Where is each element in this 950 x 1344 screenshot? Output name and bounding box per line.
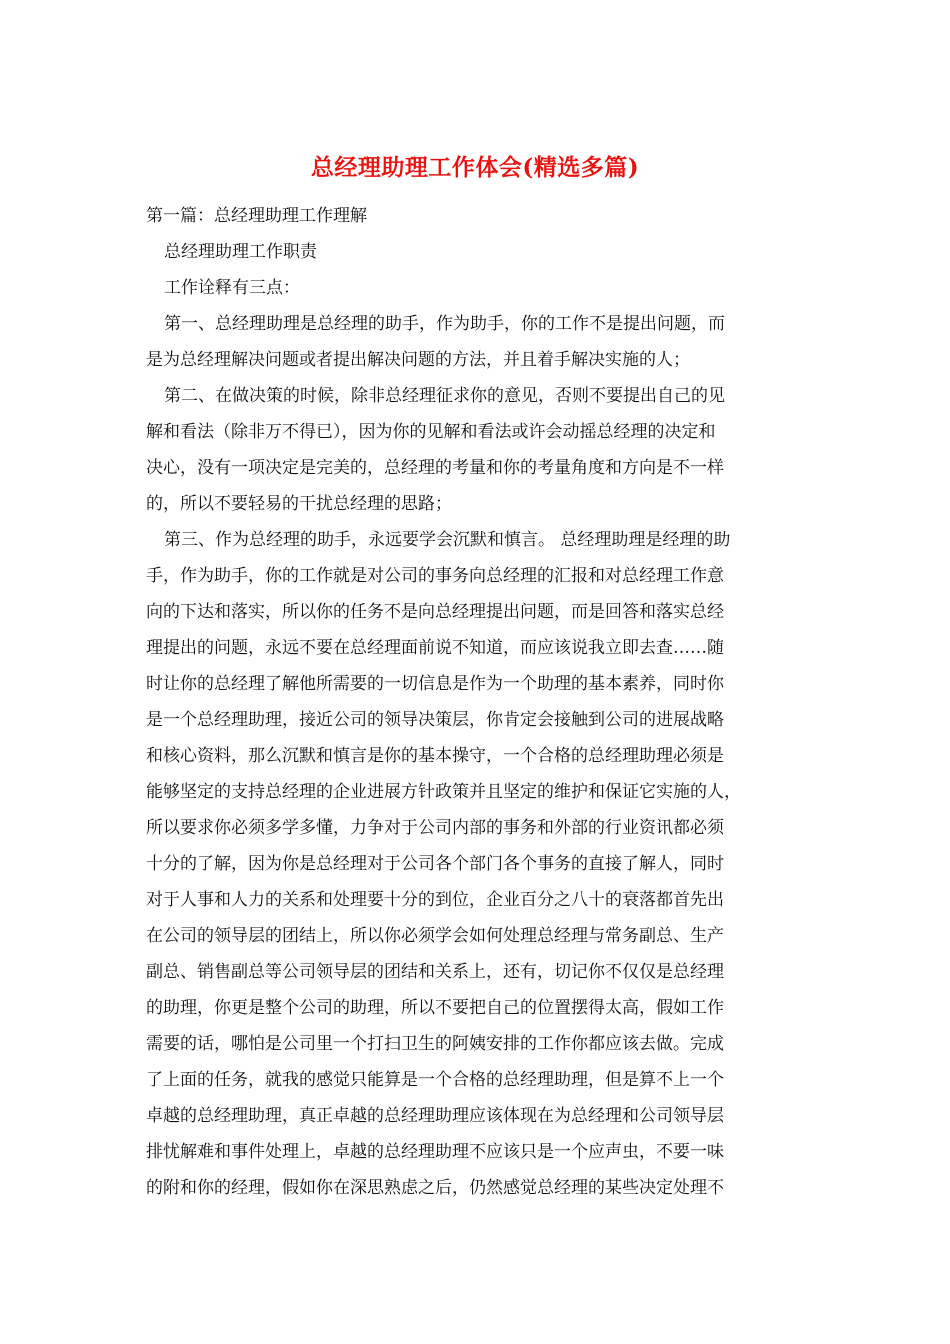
paragraph-line: 是为总经理解决问题或者提出解决问题的方法，并且着手解决实施的人； — [146, 350, 690, 370]
paragraph-2 — [146, 378, 806, 522]
subheading: 总经理助理工作职责 — [164, 242, 317, 262]
paragraph-line: 排忧解难和事件处理上，卓越的总经理助理不应该只是一个应声虫，不要一味 — [146, 1142, 724, 1162]
paragraph-line: 在公司的领导层的团结上，所以你必须学会如何处理总经理与常务副总、生产 — [146, 926, 724, 946]
paragraph-line: 理提出的问题，永远不要在总经理面前说不知道，而应该说我立即去查……随 — [146, 638, 724, 658]
paragraph-3 — [146, 522, 806, 1206]
paragraph-line: 决心，没有一项决定是完美的，总经理的考量和你的考量角度和方向是不一样 — [146, 458, 724, 478]
paragraph-line: 时让你的总经理了解他所需要的一切信息是作为一个助理的基本素养，同时你 — [146, 674, 724, 694]
paragraph-line: 的，所以不要轻易的干扰总经理的思路； — [146, 494, 452, 514]
paragraph-line: 对于人事和人力的关系和处理要十分的到位，企业百分之八十的衰落都首先出 — [146, 890, 724, 910]
paragraph-line: 副总、销售副总等公司领导层的团结和关系上，还有，切记你不仅仅是总经理 — [146, 962, 724, 982]
paragraph-line: 十分的了解，因为你是总经理对于公司各个部门各个事务的直接了解人，同时 — [146, 854, 724, 874]
intro-line: 工作诠释有三点： — [164, 278, 300, 298]
paragraph-line: 第二、在做决策的时候，除非总经理征求你的意见，否则不要提出自己的见 — [164, 386, 725, 406]
paragraph-line: 向的下达和落实，所以你的任务不是向总经理提出问题，而是回答和落实总经 — [146, 602, 724, 622]
paragraph-line: 需要的话，哪怕是公司里一个打扫卫生的阿姨安排的工作你都应该去做。完成 — [146, 1034, 724, 1054]
paragraph-line: 手，作为助手，你的工作就是对公司的事务向总经理的汇报和对总经理工作意 — [146, 566, 724, 586]
paragraph-line: 所以要求你必须多学多懂，力争对于公司内部的事务和外部的行业资讯都必须 — [146, 818, 724, 838]
paragraph-line: 的附和你的经理，假如你在深思熟虑之后，仍然感觉总经理的某些决定处理不 — [146, 1178, 724, 1198]
paragraph-line: 的助理，你更是整个公司的助理，所以不要把自己的位置摆得太高，假如工作 — [146, 998, 724, 1018]
paragraph-line: 了上面的任务，就我的感觉只能算是一个合格的总经理助理，但是算不上一个 — [146, 1070, 724, 1090]
section-heading: 第一篇：总经理助理工作理解 — [146, 206, 367, 226]
document-title: 总经理助理工作体会(精选多篇) — [310, 154, 640, 181]
document-body — [146, 198, 806, 1206]
paragraph-line: 和核心资料，那么沉默和慎言是你的基本操守，一个合格的总经理助理必须是 — [146, 746, 724, 766]
paragraph-line: 是一个总经理助理，接近公司的领导决策层，你肯定会接触到公司的进展战略 — [146, 710, 724, 730]
paragraph-line: 解和看法（除非万不得已），因为你的见解和看法或许会动摇总经理的决定和 — [146, 422, 716, 442]
paragraph-line: 卓越的总经理助理，真正卓越的总经理助理应该体现在为总经理和公司领导层 — [146, 1106, 724, 1126]
paragraph-1 — [146, 306, 806, 378]
paragraph-line: 第三、作为总经理的助手，永远要学会沉默和慎言。 总经理助理是经理的助 — [164, 530, 731, 550]
paragraph-line: 第一、总经理助理是总经理的助手，作为助手，你的工作不是提出问题，而 — [164, 314, 725, 334]
paragraph-line: 能够坚定的支持总经理的企业进展方针政策并且坚定的维护和保证它实施的人， — [146, 782, 741, 802]
